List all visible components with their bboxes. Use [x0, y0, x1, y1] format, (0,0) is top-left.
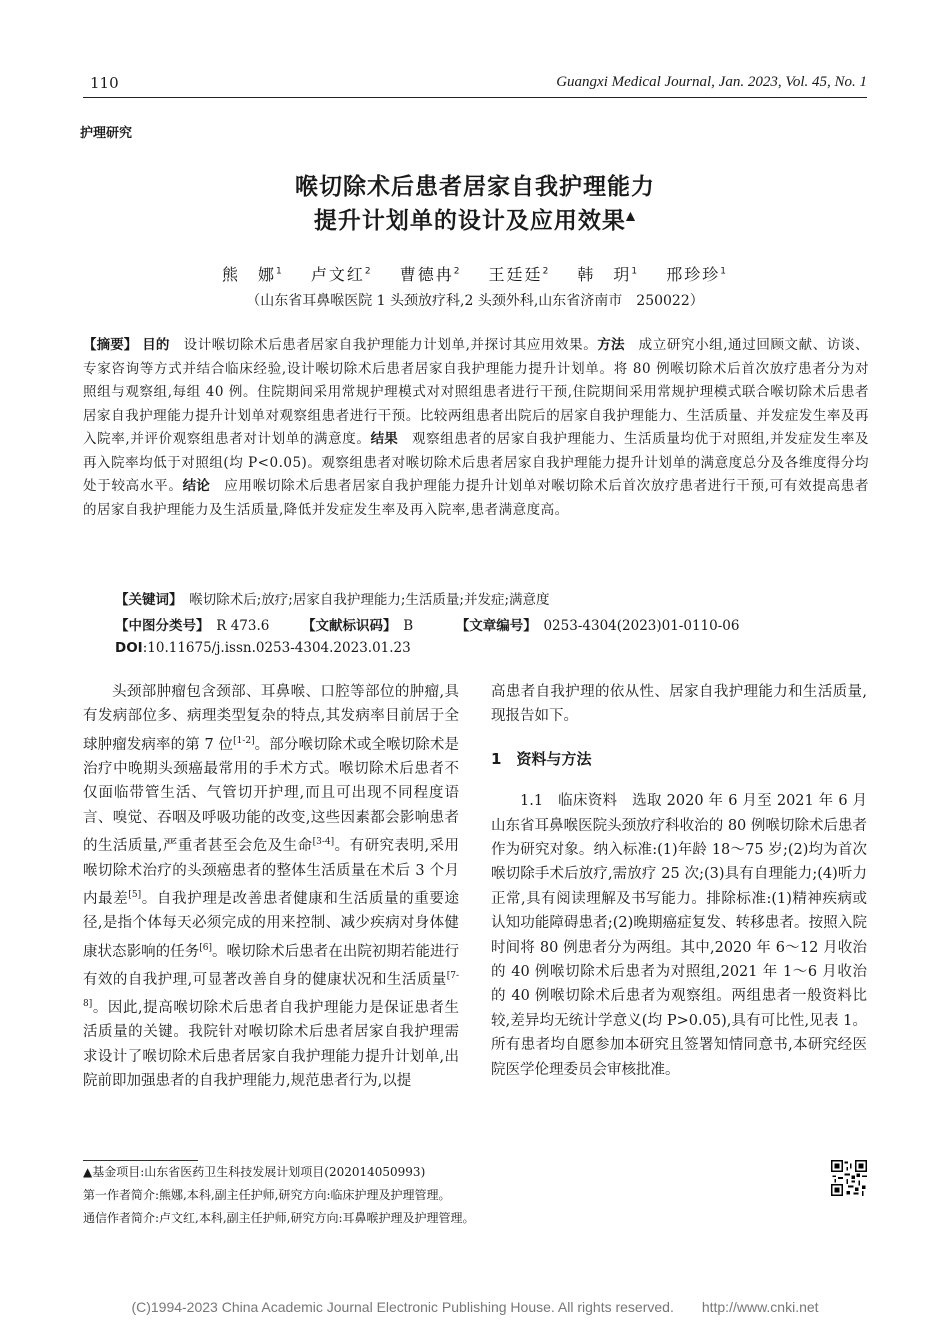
subsection-heading: 1.1 临床资料 [520, 793, 618, 810]
copyright-footer: (C)1994-2023 China Academic Journal Electronic Publishing House. All rights reserved. http://www.cnki.net [131, 1299, 819, 1315]
fund-mark: ▲ [625, 208, 637, 223]
author: 王廷廷$^2$ [488, 265, 551, 284]
author: 卢文红$^2$ [310, 265, 373, 284]
footnote-corresponding: 通信作者简介:卢文红,本科,副主任护师,研究方向:耳鼻喉护理及护理管理。 [83, 1211, 475, 1225]
author: 熊 娜$^1$ [222, 265, 284, 284]
body-column-left: 头颈部肿瘤包含颈部、耳鼻喉、口腔等部位的肿瘤,具有发病部位多、病理类型复杂的特点,其发病率目前居于全球肿瘤发病率的第 7 位[1-2]。部分喉切除术或全喉切除术是治疗中晚期头颈癌最常用的手术方式。喉切除术后患者不仅面临带管生活、气管切开护理,而且可出现不同程度语言、嗅觉、吞咽及呼吸功能的改变,这些因素都会影响患者的生活质量,严重者甚至会危及生命[3-4]。有研究表明,采用喉切除术治疗的头颈癌患者的整体生活质量在术后 3 个月内最差[5]。自我护理是改善患者健康和生活质量的重要途径,是指个体每天必须完成的用来控制、减少疾病对身体健康状态影响的任务[6]。喉切除术后患者在出院初期若能进行有效的自我护理,可显著改善自身的健康状况和生活质量[7-8]。因此,提高喉切除术后患者自我护理能力是保证患者生活质量的关键。我院针对喉切除术后患者居家自我护理需求设计了喉切除术后患者居家自我护理能力提升计划单,出院前即加强患者的自我护理能力,规范患者行为,以提 [83, 684, 460, 1090]
journal-header: Guangxi Medical Journal, Jan. 2023, Vol. 45, No. 1 [556, 74, 867, 90]
doi: DOI:10.11675/j.issn.0253-4304.2023.01.23 [115, 640, 411, 656]
footnote-first-author: 第一作者简介:熊娜,本科,副主任护师,研究方向:临床护理及护理管理。 [83, 1188, 451, 1202]
classification: 【中图分类号】 R 473.6 【文献标识码】 B 【文章编号】 0253-4304(2023)01-0110-06 [115, 618, 740, 634]
section-heading: 1 资料与方法 [491, 749, 592, 768]
article-title-line2: 提升计划单的设计及应用效果▲ [313, 208, 637, 234]
affiliation: （山东省耳鼻喉医院 1 头颈放疗科,2 头颈外科,山东省济南市 250022） [246, 293, 704, 309]
author: 韩 玥$^1$ [577, 265, 640, 284]
section-label: 护理研究 [80, 126, 133, 141]
paragraph-continuation: 高患者自我护理的依从性、居家自我护理能力和生活质量,现报告如下。 [491, 684, 867, 725]
author-list [0, 262, 950, 285]
abstract: 【摘要】 目的 设计喉切除术后患者居家自我护理能力计划单,并探讨其应用效果。方法 成立研究小组,通过回顾文献、访谈、专家咨询等方式并结合临床经验,设计喉切除术后患者居家自我护理能力提升计划单。将 80 例喉切除术后首次放疗患者分为对照组与观察组,每组 40 例。住院期间采用常规护理模式对对照组患者进行干预,住院期间采用常规护理模式联合喉切除术后患者居家自我护理能力提升计划单对观察组患者进行干预。比较两组患者出院后的居家自我护理能力、生活质量、并发症发生率及再入院率,并评价观察组患者对计划单的满意度。结果 观察组患者的居家自我护理能力、生活质量均优于对照组,并发症发生率及再入院率均低于对照组(均 P<0.05)。观察组患者对喉切除术后患者居家自我护理能力提升计划单的满意度总分及各维度得分均处于较高水平。结论 应用喉切除术后患者居家自我护理能力提升计划单对喉切除术后首次放疗患者进行干预,可有效提高患者的居家自我护理能力及生活质量,降低并发症发生率及再入院率,患者满意度高。 [83, 337, 870, 518]
keywords: 【关键词】 喉切除术后;放疗;居家自我护理能力;生活质量;并发症;满意度 [115, 592, 550, 608]
page-number: 110 [90, 74, 119, 92]
author: 曹德冉$^2$ [399, 265, 462, 284]
header-rule [83, 97, 867, 98]
footnote-fund: ▲基金项目:山东省医药卫生科技发展计划项目(202014050993) [83, 1165, 426, 1179]
article-title-line1: 喉切除术后患者居家自我护理能力 [295, 174, 655, 200]
qr-code-icon [831, 1160, 867, 1196]
footnote-rule [83, 1160, 198, 1161]
body-column-right: 高患者自我护理的依从性、居家自我护理能力和生活质量,现报告如下。 1 资料与方法 1.1 临床资料 选取 2020 年 6 月至 2021 年 6 月山东省耳鼻喉医院头颈放疗科收治的 80 例喉切除术后患者作为研究对象。纳入标准:(1)年龄 18～75 岁;(2)均为首次喉切除手术后放疗,需放疗 25 次;(3)具有自理能力;(4)听力正常,具有阅读理解及书写能力。排除标准:(1)精神疾病或认知功能障碍患者;(2)晚期癌症复发、转移患者。按照入院时间将 80 例患者分为两组。其中,2020 年 6～12 月收治的 40 例喉切除术后患者为对照组,2021 年 1～6 月收治的 40 例喉切除术后患者为观察组。两组患者一般资料比较,差异均无统计学意义(均 P>0.05),具有可比性,见表 1。所有患者均自愿参加本研究且签署知情同意书,本研究经医院医学伦理委员会审核批准。 [491, 680, 867, 1082]
author: 邢珍珍$^1$ [666, 265, 728, 284]
